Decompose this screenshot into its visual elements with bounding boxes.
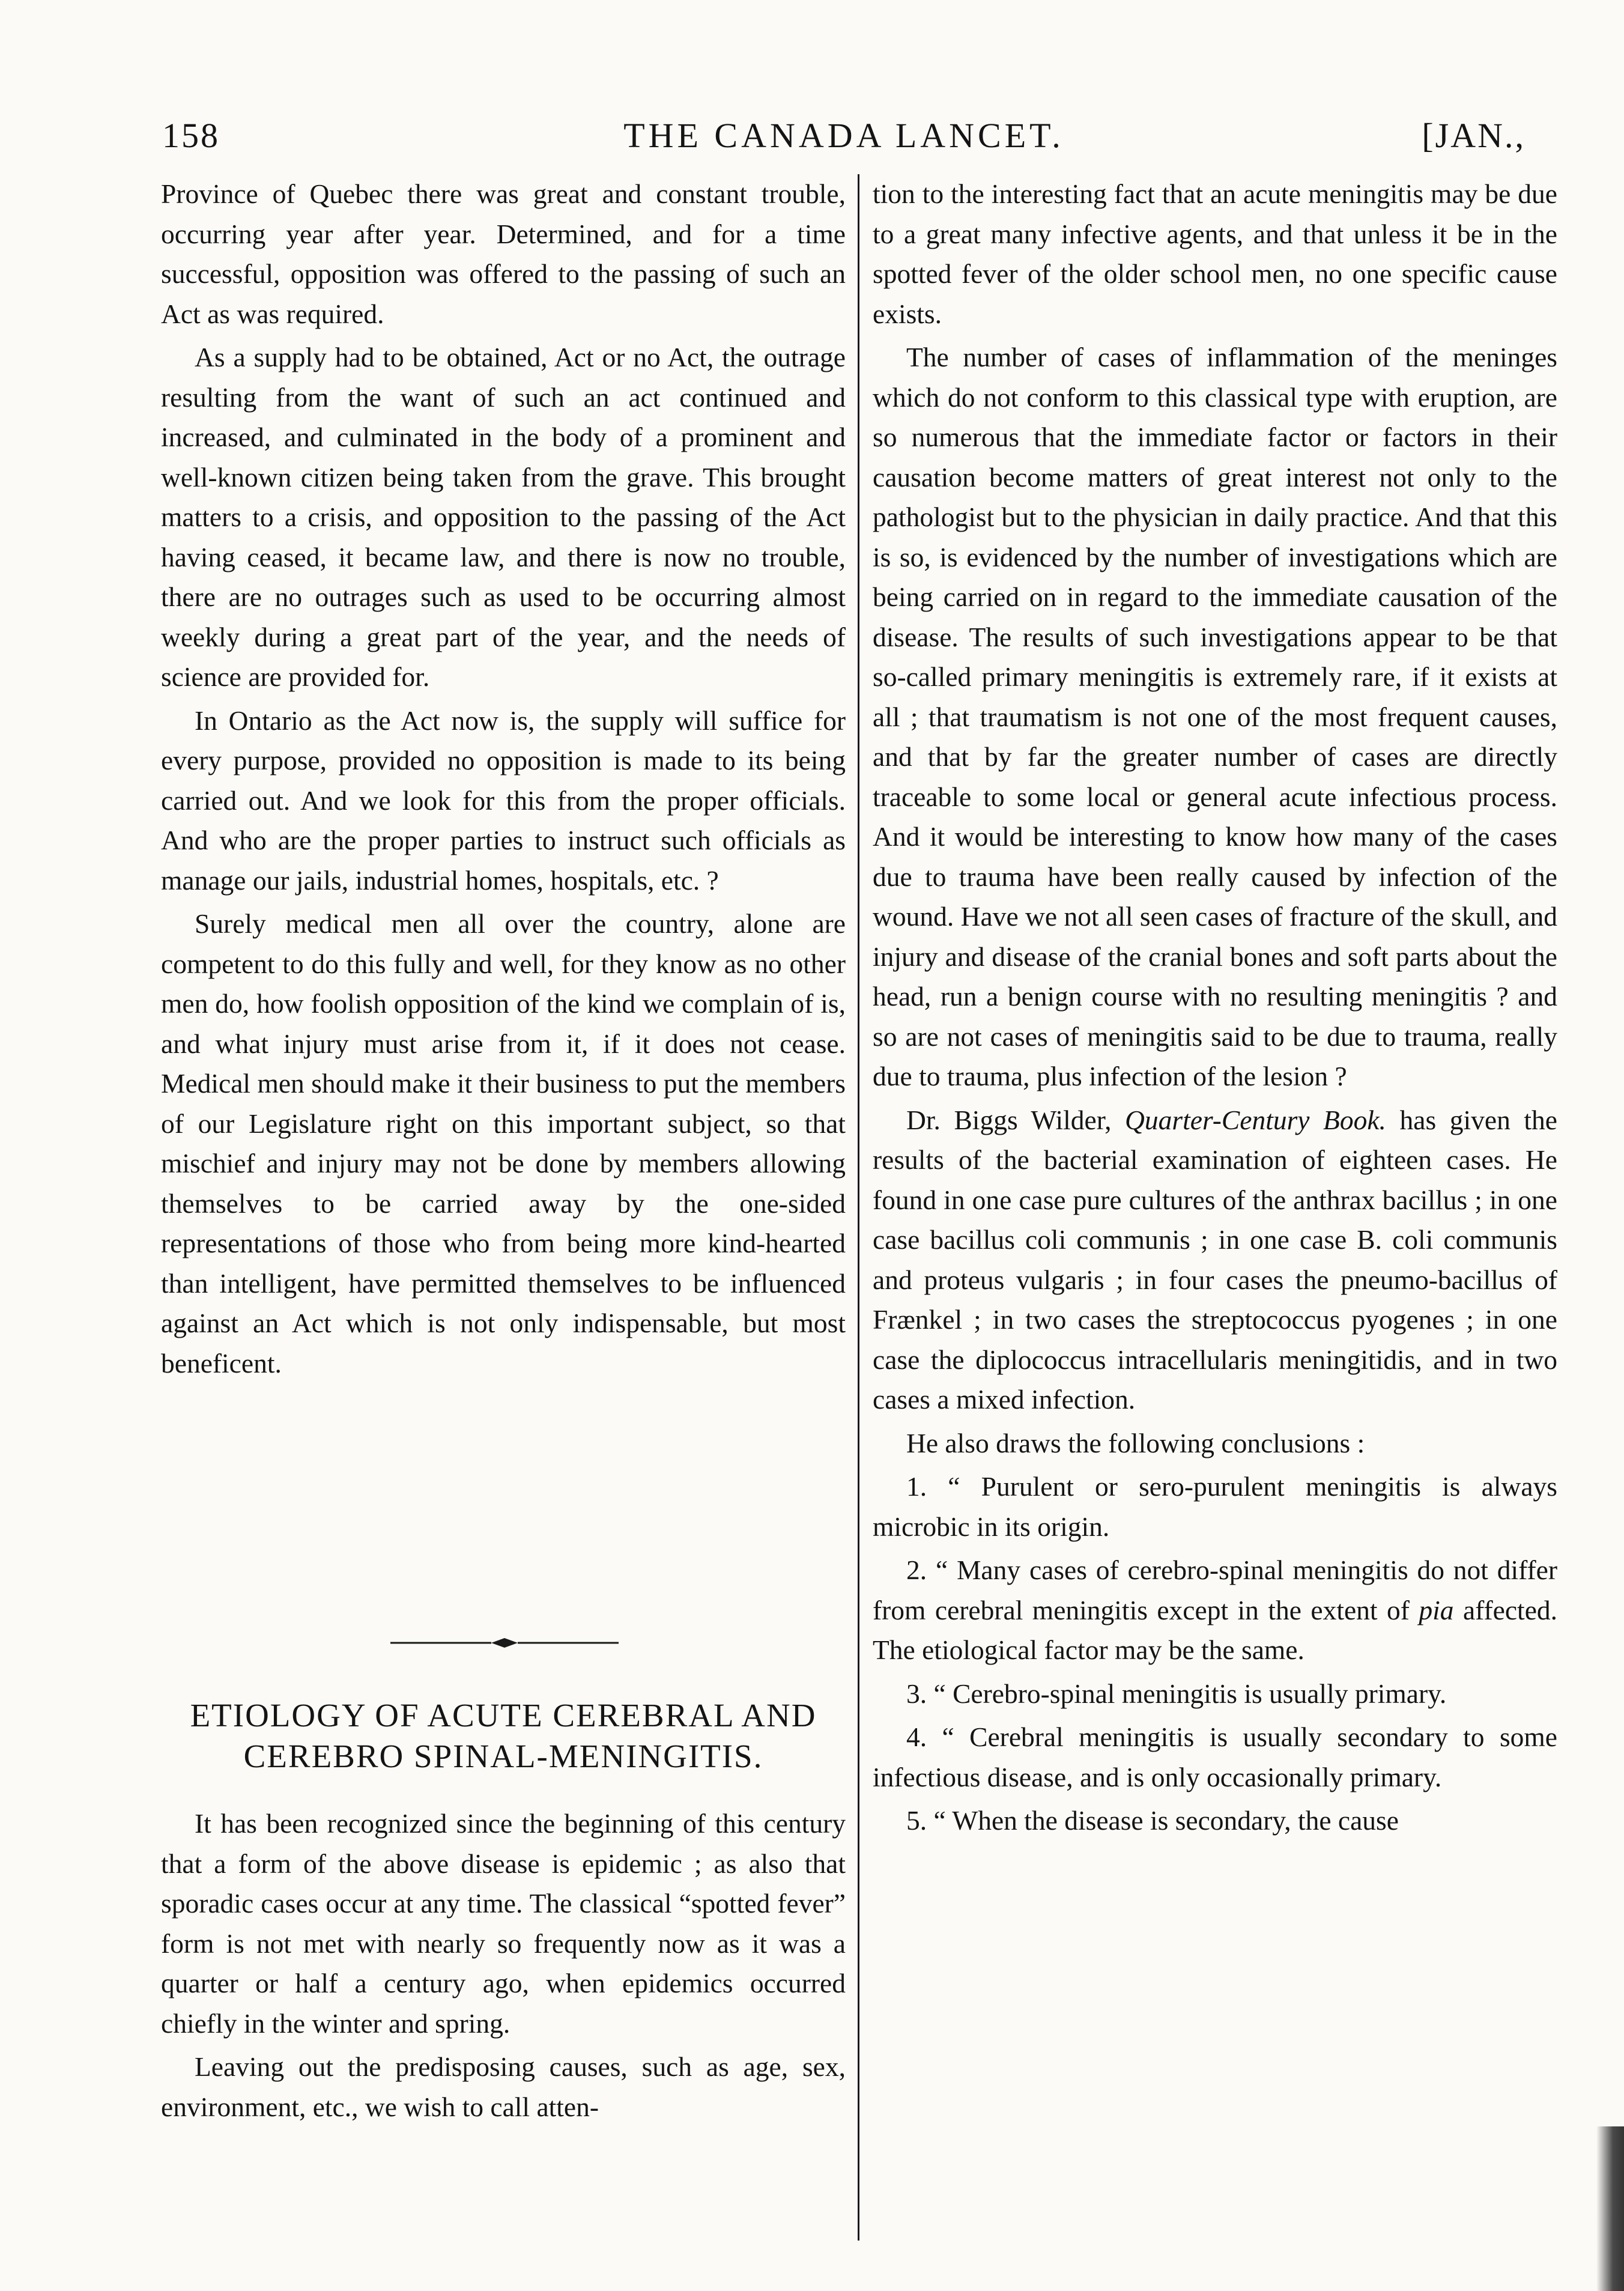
page-number: 158 bbox=[162, 116, 220, 155]
journal-title: THE CANADA LANCET. bbox=[623, 116, 1064, 155]
right-column bbox=[873, 174, 1557, 1841]
section-divider-ornament bbox=[390, 1634, 619, 1652]
paragraph: Province of Quebec there was great and constant trouble, occurring year after year. Determined, and for a time successful, opposition was offered to the passing of such an Act as was required. bbox=[161, 178, 846, 329]
conclusion-item: 5. “ When the disease is secondary, the cause bbox=[906, 1805, 1399, 1836]
page-edge-shadow bbox=[1596, 2126, 1624, 2291]
paragraph: He also draws the following conclusions : bbox=[906, 1427, 1365, 1458]
text-run: Dr. Biggs Wilder, bbox=[906, 1104, 1112, 1135]
paragraph: tion to the interesting fact that an acute meningitis may be due to a great many infective agents, and that unless it be in the spotted fever of the older school men, no one specific cause exists. bbox=[873, 178, 1557, 329]
text-run: affected. The etiological factor may be the same. bbox=[873, 1594, 1558, 1665]
paragraph: As a supply had to be obtained, Act or no Act, the outrage resulting from the want of such an act continued and increased, and culminated in the body of a prominent and well-known citizen being taken from the grave. This brought matters to a crisis, and opposition to the passing of the Act having ceased, it became law, and there is now no trouble, there are no outrages such as used to be occurring almost weekly during a great part of the year, and the needs of science are provided for. bbox=[161, 342, 846, 692]
article-title-line: CEREBRO SPINAL-MENINGITIS. bbox=[243, 1738, 763, 1774]
paragraph: In Ontario as the Act now is, the supply will suffice for every purpose, provided no opposition is made to its being carried out. And we look for this from the proper officials. And who are the proper parties to instruct such officials as manage our jails, industrial homes, hospitals, etc. ? bbox=[161, 705, 846, 896]
paragraph-wilder bbox=[873, 1100, 1557, 1420]
paragraph: Surely medical men all over the country, alone are competent to do this fully and well, for they know as no other men do, how foolish opposition of the kind we complain of is, and what injury must arise from it, if it does not cease. Medical men should make it their business to put the members of our Legislature right on this important subject, so that mischief and injury may not be done by members allowing themselves to be carried away by the one-sided representations of those who from being more kind-hearted than intelligent, have permitted themselves to be influenced against an Act which is not only indispensable, but most beneficent. bbox=[161, 908, 846, 1379]
paragraph: It has been recognized since the beginning of this century that a form of the above disease is epidemic ; as also that sporadic cases occur at any time. The classical “spotted fever” form is not met with nearly so frequently now as it was a quarter or half a century ago, when epidemics occurred chiefly in the winter and spring. bbox=[161, 1808, 846, 2039]
issue-month: [JAN., bbox=[1422, 116, 1526, 155]
paragraph: The number of cases of inflammation of the meninges which do not conform to this classical type with eruption, are so numerous that the immediate factor or factors in their causation become matters of great interest not only to the pathologist but to the physician in daily practice. And that this is so, is evidenced by the number of investigations which are being carried on in regard to the immediate causation of the disease. The results of such investigations appear to be that so-called primary meningitis is extremely rare, if it exists at all ; that traumatism is not one of the most frequent causes, and that by far the greater number of cases are directly traceable to some local or general acute infectious process. And it would be interesting to know how many of the cases due to trauma have been really caused by infection of the wound. Have we not all seen cases of fracture of the skull, and injury and disease of the cranial bones and soft parts about the head, run a benign course with no resulting meningitis ? and so are not cases of meningitis said to be due to trauma, really due to trauma, plus infection of the lesion ? bbox=[873, 342, 1557, 1091]
text-run: has given the results of the bacterial examination of eighteen cases. He found in one case pure cultures of the anthrax bacillus ; in one case bacillus coli communis ; in one case B. coli communis and proteus vulgaris ; in four cases the pneumo-bacillus of Frænkel ; in two cases the streptococcus pyogenes ; in one case the diplococcus intracellularis meningitidis, and in two cases a mixed infection. bbox=[873, 1104, 1557, 1415]
book-title: Quarter-Century Book. bbox=[1125, 1104, 1386, 1135]
conclusion-item: 4. “ Cerebral meningitis is usually secondary to some infectious disease, and is only occasionally primary. bbox=[873, 1722, 1557, 1792]
conclusion-item: 1. “ Purulent or sero-purulent meningitis is always microbic in its origin. bbox=[873, 1471, 1557, 1542]
running-header bbox=[162, 115, 1526, 163]
article-title bbox=[161, 1695, 846, 1777]
column-divider bbox=[858, 174, 859, 2241]
article-opening bbox=[161, 1804, 846, 2127]
left-column bbox=[161, 174, 846, 1383]
conclusion-item: 3. “ Cerebro-spinal meningitis is usually primary. bbox=[906, 1678, 1447, 1709]
paragraph: Leaving out the predisposing causes, such as age, sex, environment, etc., we wish to call atten- bbox=[161, 2051, 846, 2122]
conclusion-item bbox=[873, 1550, 1557, 1670]
text-run: 2. “ Many cases of cerebro-spinal meningitis do not differ from cerebral meningitis except in the extent of bbox=[873, 1555, 1557, 1625]
article-title-line: ETIOLOGY OF ACUTE CEREBRAL AND bbox=[190, 1697, 817, 1734]
italic-term: pia bbox=[1419, 1594, 1454, 1625]
